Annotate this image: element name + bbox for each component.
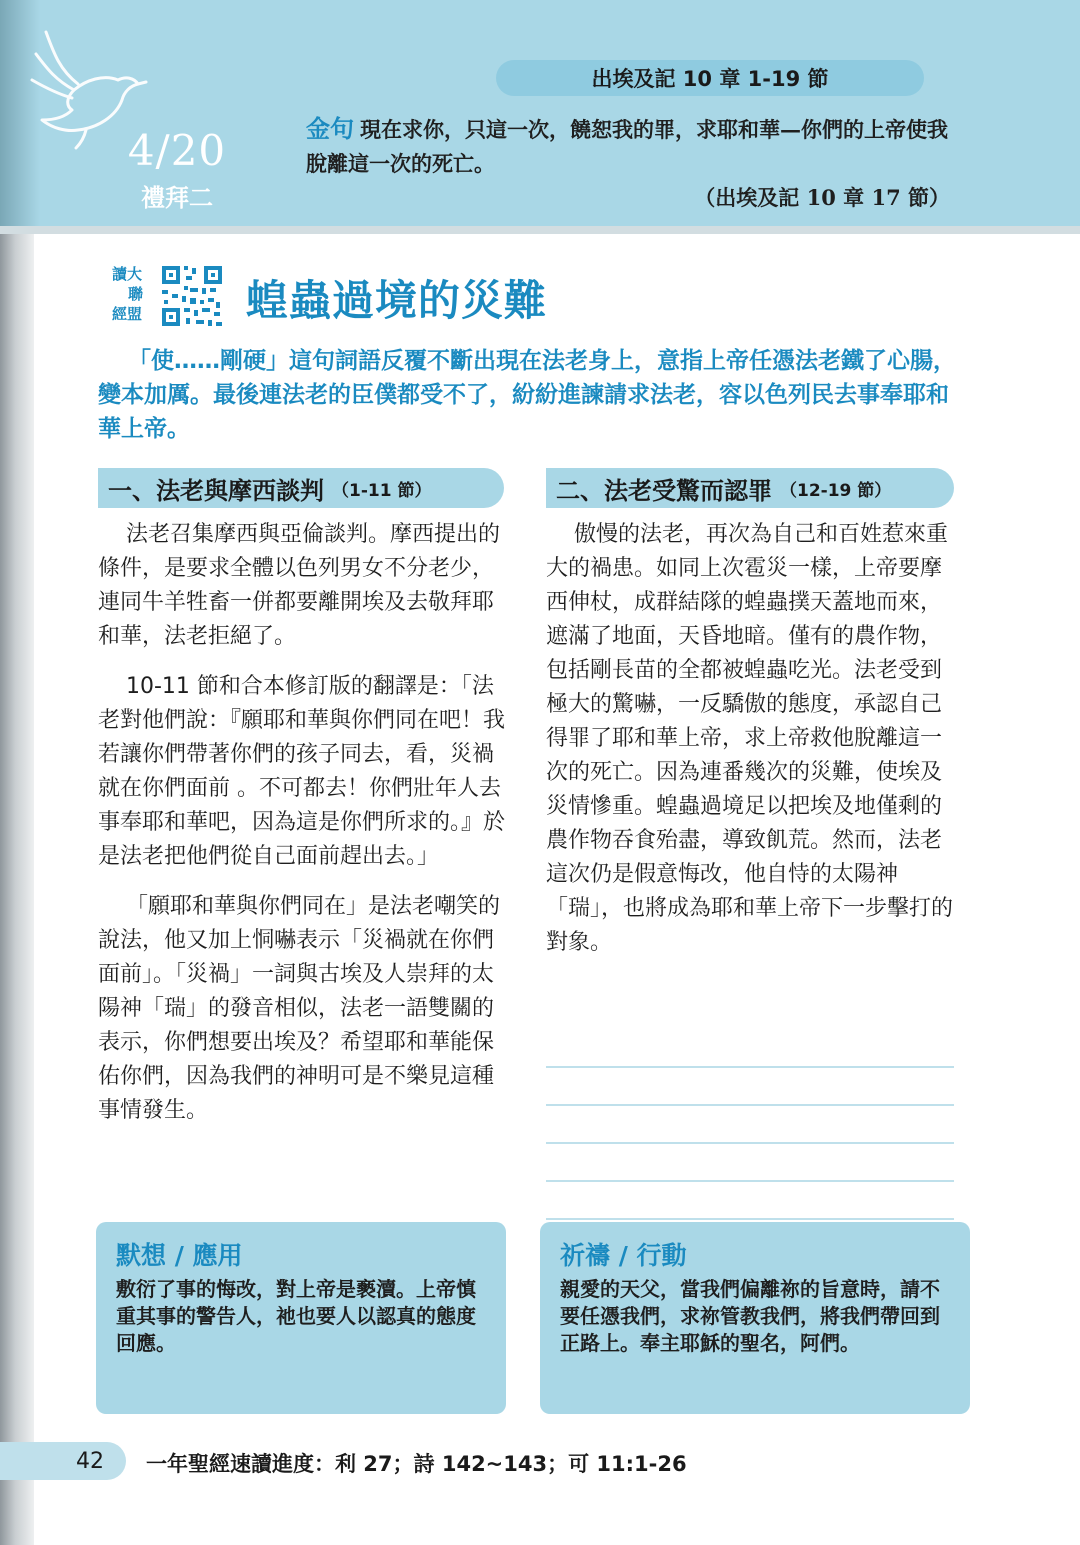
header-divider (0, 226, 1080, 234)
body-paragraph: 「願耶和華與你們同在」是法老嘲笑的說法，他又加上恫嚇表示「災禍就在你們面前」。「災禍」一詞與古埃及人崇拜的太陽神「瑞」的發音相似，法老一語雙關的表示，你們想要出埃及？希望耶和華能保佑你們，因為我們的神明可是不樂見這種事情發生。 (98, 894, 501, 1123)
body-paragraph: 10-11 節和合本修訂版的翻譯是：「法老對他們說：『願耶和華與你們同在吧！我若讓你們帶著你們的孩子同去，看，災禍就在你們面前 。不可都去！你們壯年人去事奉耶和華吧，因為這是你們所求的。』於是法老把他們從自己面前趕出去。」 (98, 674, 506, 869)
qr-code-icon[interactable] (160, 264, 224, 328)
note-line (546, 1104, 954, 1106)
qr-caption-line: 讀大 (112, 265, 143, 283)
note-line (546, 1066, 954, 1068)
date-label: 4/20 (127, 126, 227, 175)
qr-caption-line: 經盟 (112, 305, 143, 323)
memory-verse-text: 現在求你，只這一次，饒恕我的罪，求耶和華—你們的上帝使我脫離這一次的死亡。 (306, 117, 948, 176)
section-two-verses: （12-19 節） (780, 480, 892, 501)
meditation-text: 敷衍了事的悔改，對上帝是褻瀆。上帝慎重其事的警告人，祂也要人以認真的態度回應。 (116, 1277, 476, 1355)
prayer-heading: 祈禱 / 行動 (560, 1241, 687, 1270)
qr-caption (112, 264, 160, 330)
note-line (546, 1218, 954, 1220)
qr-caption-line: 聯 (128, 285, 144, 303)
section-two-heading (546, 468, 954, 508)
meditation-heading: 默想 / 應用 (116, 1241, 243, 1270)
section-one-title: 一、法老與摩西談判 (108, 476, 324, 505)
page-title: 蝗蟲過境的災難 (246, 276, 548, 325)
meditation-box (96, 1222, 506, 1414)
page-spine-shadow (0, 234, 34, 1545)
section-one-body (98, 518, 506, 1144)
memory-verse (306, 112, 966, 181)
note-line (546, 1142, 954, 1144)
memory-verse-label: 金句 (306, 115, 354, 143)
section-two-body (546, 518, 956, 976)
section-two-title: 二、法老受驚而認罪 (556, 476, 772, 505)
prayer-box (540, 1222, 970, 1414)
prayer-text: 親愛的天父，當我們偏離祢的旨意時，請不要任憑我們，求祢管教我們，將我們帶回到正路上。奉主耶穌的聖名，阿們。 (560, 1277, 940, 1355)
weekday-label: 禮拜二 (141, 184, 213, 212)
memory-verse-reference: （出埃及記 10 章 17 節） (694, 185, 950, 210)
page-number: 42 (0, 1442, 126, 1480)
section-one-verses: （1-11 節） (332, 480, 432, 501)
reading-plan: 一年聖經速讀進度：利 27；詩 142~143；可 11:1-26 (146, 1452, 687, 1476)
section-one-heading (98, 468, 504, 508)
body-paragraph: 傲慢的法老，再次為自己和百姓惹來重大的禍患。如同上次雹災一樣，上帝要摩西伸杖，成群結隊的蝗蟲撲天蓋地而來，遮滿了地面，天昏地暗。僅有的農作物，包括剛長苗的全都被蝗蟲吃光。法老受到極大的驚嚇，一反驕傲的態度，承認自己得罪了耶和華上帝，求上帝救他脫離這一次的死亡。因為連番幾次的災難，使埃及災情慘重。蝗蟲過境足以把埃及地僅剩的農作物吞食殆盡，導致飢荒。然而，法老這次仍是假意悔改，他自恃的太陽神「瑞」，也將成為耶和華上帝下一步擊打的對象。 (546, 522, 954, 955)
intro-paragraph: 「使……剛硬」這句詞語反覆不斷出現在法老身上，意指上帝任憑法老鐵了心腸，變本加厲。最後連法老的臣僕都受不了，紛紛進諫請求法老，容以色列民去事奉耶和華上帝。 (98, 348, 956, 442)
body-paragraph: 法老召集摩西與亞倫談判。摩西提出的條件，是要求全體以色列男女不分老少，連同牛羊牲畜一併都要離開埃及去敬拜耶和華，法老拒絕了。 (98, 522, 501, 649)
note-line (546, 1180, 954, 1182)
passage-reference: 出埃及記 10 章 1-19 節 (496, 60, 924, 96)
